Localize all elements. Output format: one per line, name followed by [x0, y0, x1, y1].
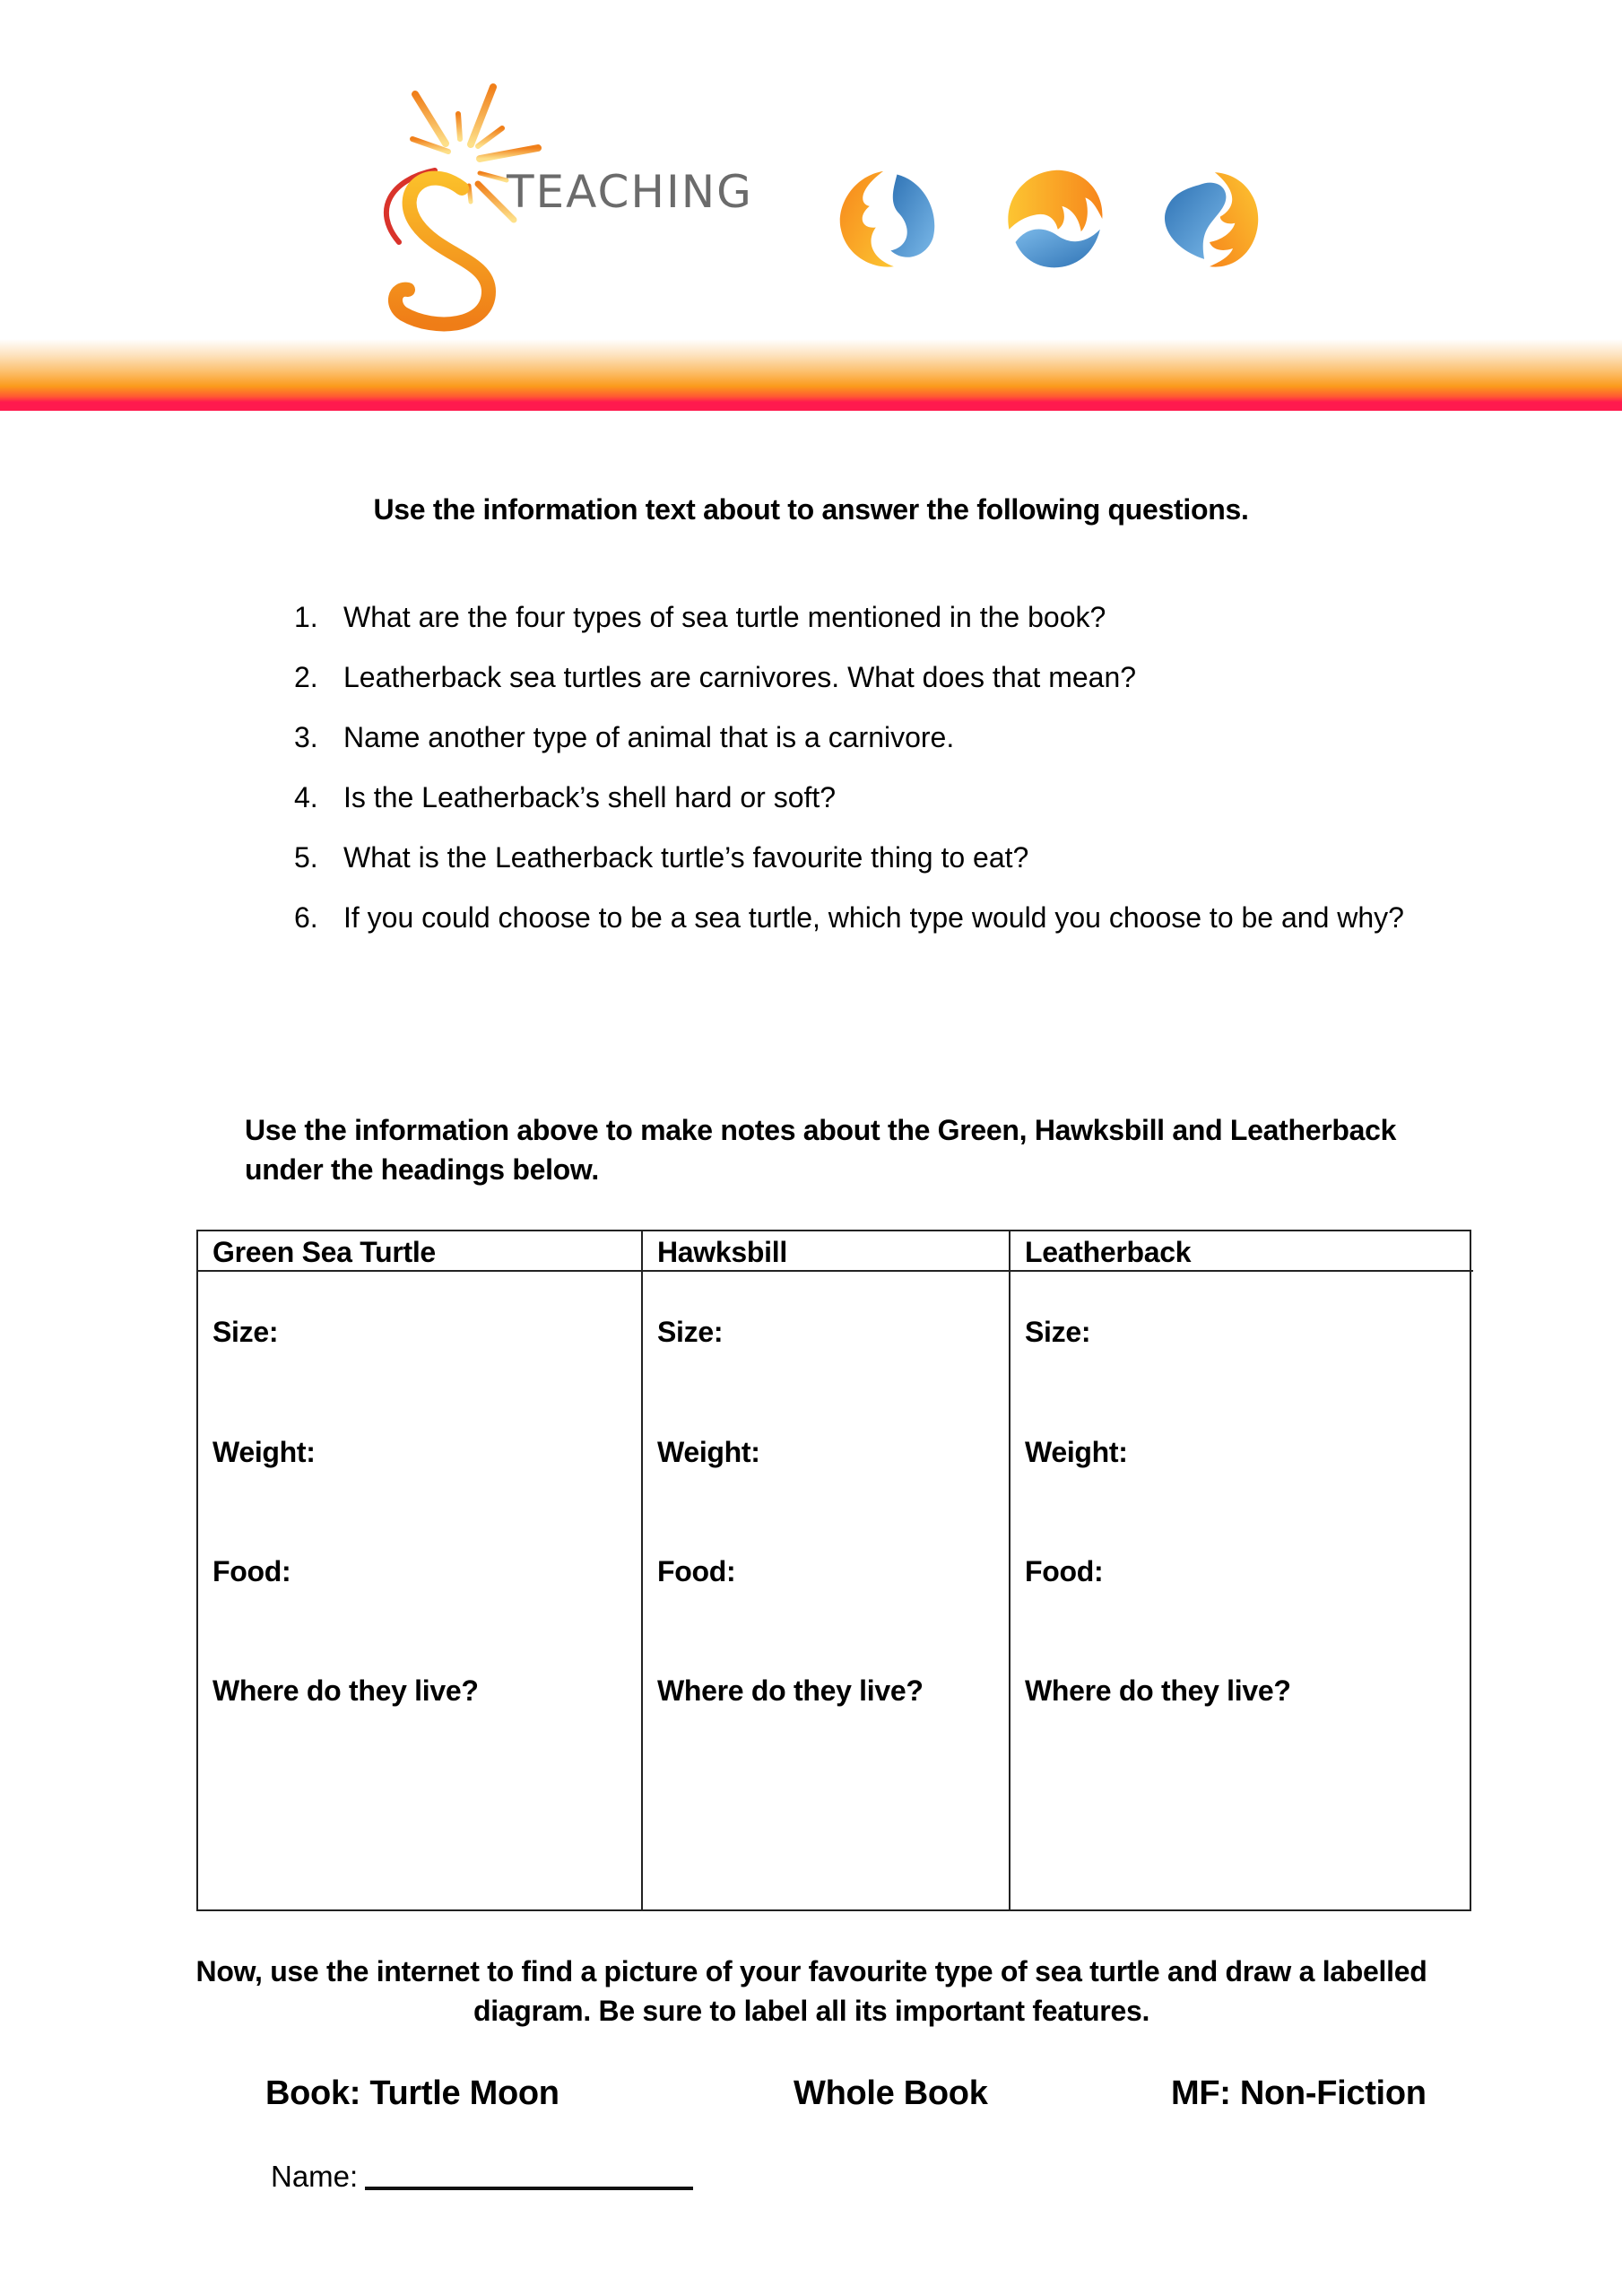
food-field[interactable]: Food:	[657, 1555, 736, 1587]
size-field[interactable]: Size:	[657, 1316, 724, 1348]
book-title: Book: Turtle Moon	[265, 2074, 559, 2112]
size-field[interactable]: Size:	[213, 1316, 279, 1348]
logo-teaching-text: TEACHING	[507, 166, 753, 218]
question-text: What are the four types of sea turtle mentioned in the book?	[343, 601, 1106, 633]
habitat-field[interactable]: Where do they live?	[657, 1674, 924, 1707]
question-text: Leatherback sea turtles are carnivores. What does that mean?	[343, 661, 1137, 693]
question-item	[287, 587, 1426, 648]
habitat-field[interactable]: Where do they live?	[213, 1674, 479, 1707]
question-item	[287, 768, 1426, 828]
genre-label: MF: Non-Fiction	[1171, 2074, 1427, 2112]
column-header	[1010, 1231, 1473, 1272]
question-number: 5.	[294, 841, 318, 874]
page-header	[0, 0, 1622, 413]
food-field[interactable]: Food:	[213, 1555, 291, 1587]
question-number: 6.	[294, 901, 318, 934]
question-number: 4.	[294, 781, 318, 813]
question-item	[287, 828, 1426, 888]
notes-instruction: Use the information above to make notes about the Green, Hawksbill and Leatherback under the headings below.	[245, 1114, 1397, 1186]
weight-field[interactable]: Weight:	[1025, 1436, 1128, 1468]
name-input-line[interactable]	[365, 2185, 693, 2190]
table-column-leatherback	[1009, 1231, 1473, 1909]
table-column-green-sea-turtle	[198, 1231, 641, 1909]
size-field[interactable]: Size:	[1025, 1316, 1091, 1348]
teaching-sparks-logo	[363, 76, 785, 336]
question-text: Is the Leatherback’s shell hard or soft?	[343, 781, 837, 813]
food-field[interactable]: Food:	[1025, 1555, 1104, 1587]
questions-instruction: Use the information text about to answer the following questions.	[373, 493, 1249, 526]
table-column-hawksbill	[641, 1231, 1010, 1909]
name-row	[271, 2160, 693, 2194]
name-label: Name:	[271, 2160, 359, 2193]
question-text: If you could choose to be a sea turtle, which type would you choose to be and why?	[343, 901, 1404, 934]
header-gradient-band	[0, 339, 1622, 411]
question-item	[287, 888, 1426, 948]
question-item	[287, 648, 1426, 708]
column-heading: Leatherback	[1025, 1236, 1192, 1268]
column-heading: Hawksbill	[657, 1236, 787, 1268]
question-number: 2.	[294, 661, 318, 693]
column-header	[643, 1231, 1010, 1272]
question-text: What is the Leatherback turtle’s favourite thing to eat?	[343, 841, 1029, 874]
question-item	[287, 708, 1426, 768]
fire-water-emblem-icon	[1157, 166, 1262, 272]
diagram-instruction: Now, use the internet to find a picture of your favourite type of sea turtle and draw a labelled diagram. Be sure to label all its important features.	[195, 1955, 1427, 2027]
weight-field[interactable]: Weight:	[657, 1436, 760, 1468]
question-list	[287, 587, 1426, 948]
question-number: 3.	[294, 721, 318, 753]
emblem-row	[834, 166, 1264, 278]
turtle-notes-table	[196, 1230, 1471, 1911]
question-number: 1.	[294, 601, 318, 633]
habitat-field[interactable]: Where do they live?	[1025, 1674, 1291, 1707]
weight-field[interactable]: Weight:	[213, 1436, 316, 1468]
column-header	[198, 1231, 641, 1272]
fire-water-emblem-icon	[836, 166, 941, 272]
column-heading: Green Sea Turtle	[213, 1236, 436, 1268]
fire-water-emblem-icon	[1001, 166, 1106, 272]
question-text: Name another type of animal that is a carnivore.	[343, 721, 955, 753]
book-scope: Whole Book	[794, 2074, 988, 2112]
